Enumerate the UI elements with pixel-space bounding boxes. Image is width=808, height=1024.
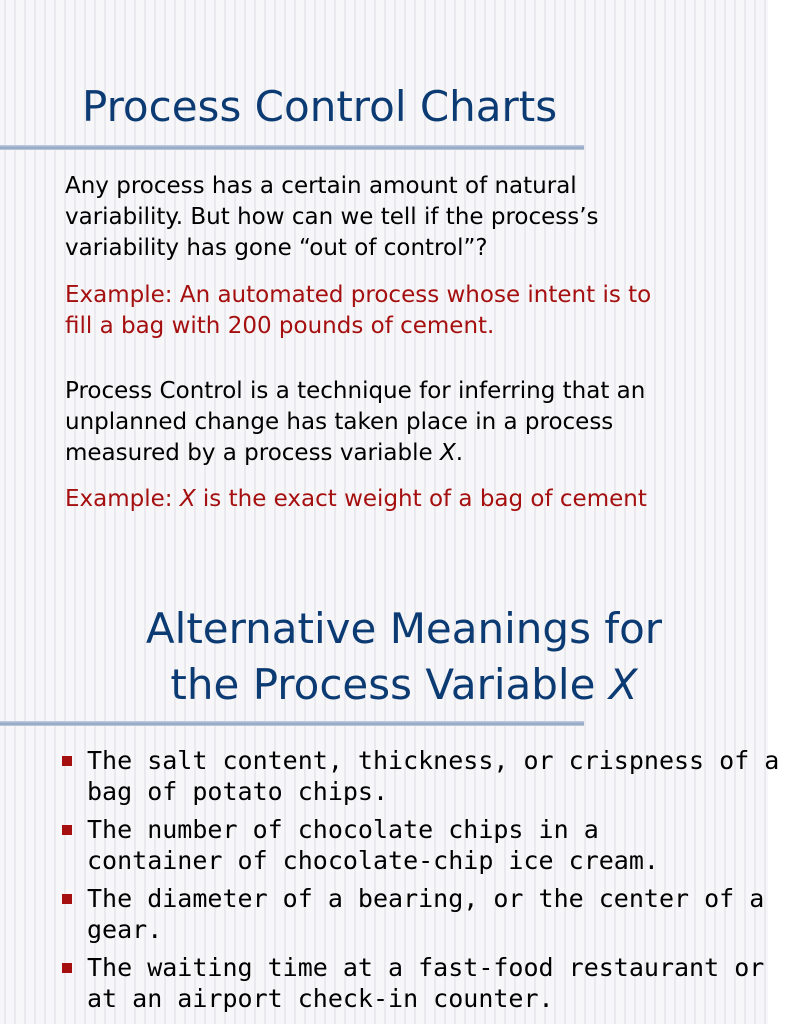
text-line: Any process has a certain amount of natural [65,173,577,199]
text-fragment: is the exact weight of a bag of cement [195,486,647,512]
process-variable: X [439,440,456,466]
text-line: unplanned change has taken place in a process [65,409,614,435]
square-bullet-icon [62,756,72,766]
intro-paragraph [65,171,599,264]
slide-2 [0,512,780,1024]
slide-title [0,601,808,713]
text-line: The diameter of a bearing, or the center of a [87,884,765,913]
text-line: The salt content, thickness, or crispness of a [87,746,780,775]
process-variable: X [608,660,638,709]
example-paragraph [65,280,651,342]
text-line [65,484,647,515]
title-line [0,657,808,713]
title-line: Alternative Meanings for [145,604,663,653]
text-line: The waiting time at a fast-food restaurant or [87,953,765,982]
text-line: fill a bag with 200 pounds of cement. [65,313,495,339]
text-fragment: measured by a process variable [65,440,440,466]
definition-paragraph [65,376,645,469]
bullet-list [0,745,779,1021]
text-line: at an airport check-in counter. [87,984,554,1013]
text-line: container of chocolate-chip ice cream. [87,846,659,875]
square-bullet-icon [62,825,72,835]
process-variable: X [179,486,196,512]
text-line: Example: An automated process whose intent is to [65,282,652,308]
text-fragment: . [455,440,464,466]
list-item [0,814,779,876]
list-item [0,745,779,807]
square-bullet-icon [62,963,72,973]
square-bullet-icon [62,894,72,904]
list-item [0,883,779,945]
slide-1 [0,0,768,512]
text-line: Process Control is a technique for inferring that an [65,378,646,404]
slide-title: Process Control Charts [82,82,558,131]
text-line: variability. But how can we tell if the process’s [65,204,599,230]
text-line: variability has gone “out of control”? [65,235,488,261]
text-line: gear. [87,915,163,944]
title-underline [0,145,584,150]
text-line: The number of chocolate chips in a [87,815,599,844]
text-line [65,438,645,469]
title-fragment: the Process Variable [170,660,609,709]
text-fragment: Example: [65,486,180,512]
title-underline [0,721,584,726]
text-line: bag of potato chips. [87,777,389,806]
list-item [0,952,779,1014]
